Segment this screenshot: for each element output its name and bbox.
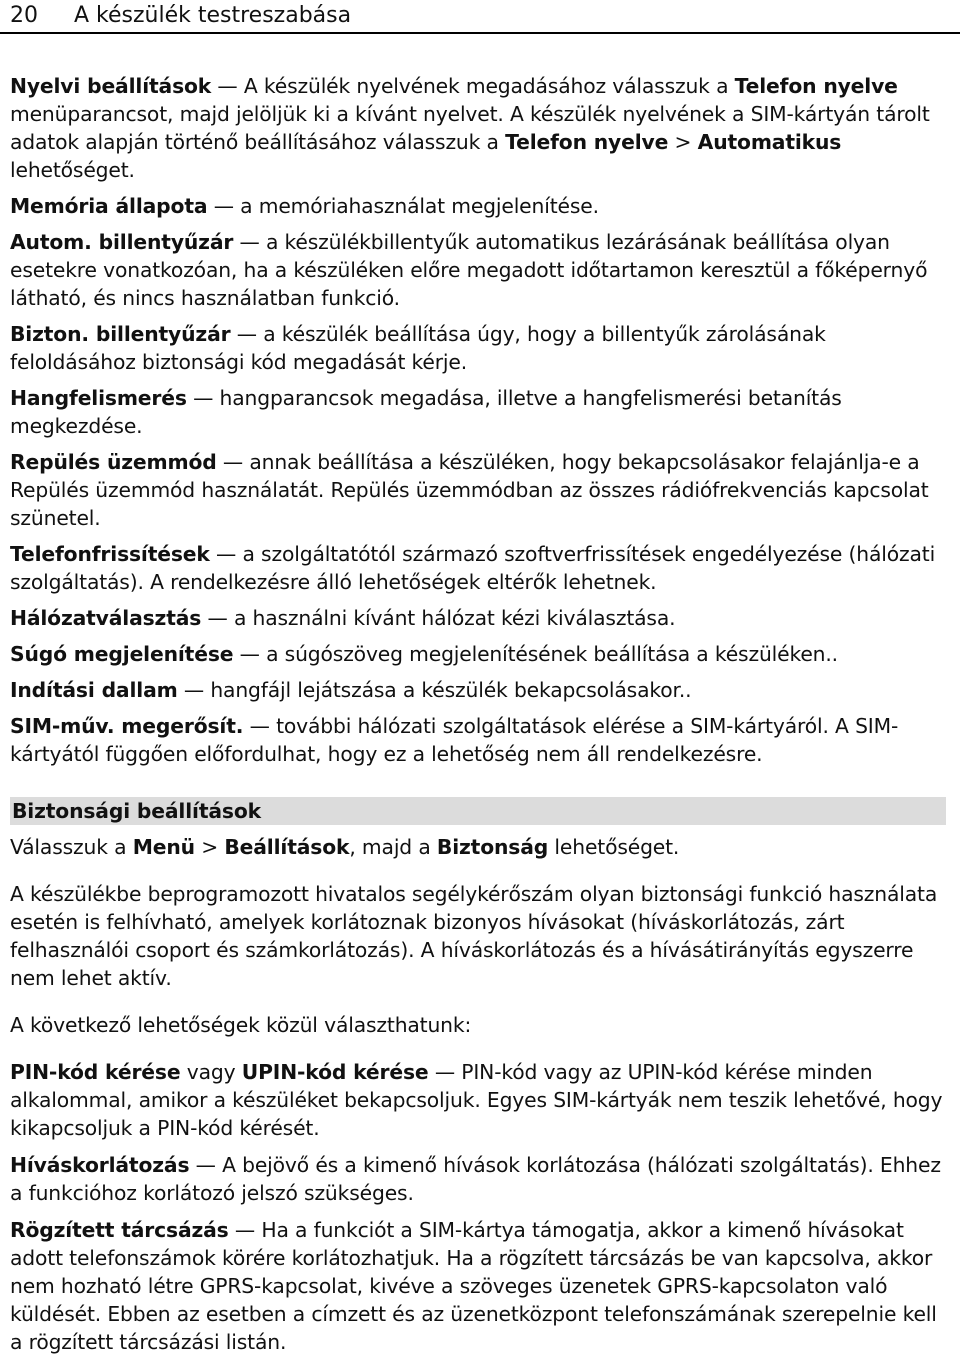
entry-term: Nyelvi beállítások: [10, 74, 212, 98]
security-paragraph: A készülékbe beprogramozott hivatalos segélykérőszám olyan biztonsági funkció használata esetén is felhívható, amelyek korlátoznak bizonyos hívásokat (híváskorlátozás, zárt felhasználói csoport és számkorlátozás). A híváskorlátozás és a hívásátirányítás egyszerre nem lehet aktív.: [10, 882, 938, 990]
option-pin-request: PIN-kód kérése vagy UPIN-kód kérése — PIN-kód vagy az UPIN-kód kérése minden alkalommal, amikor a készüléket bekapcsoljuk. Egyes SIM-kártyák nem teszik lehetővé, hogy kikapcsoljuk a PIN-kód kérését.: [10, 1060, 943, 1140]
option-call-barring: Híváskorlátozás — A bejövő és a kimenő hívások korlátozása (hálózati szolgáltatás). Ehhez a funkcióhoz korlátozó jelszó szükséges.: [10, 1153, 941, 1205]
entry-term: Telefonfrissítések: [10, 542, 210, 566]
menu-reference: Menü: [132, 835, 195, 859]
menu-reference: Telefon nyelve: [505, 130, 669, 154]
menu-reference: Beállítások: [224, 835, 350, 859]
entry-help-display: Súgó megjelenítése — a súgószöveg megjelenítésének beállítása a készüléken..: [10, 642, 838, 666]
menu-reference: Biztonság: [436, 835, 549, 859]
menu-reference: Automatikus: [697, 130, 842, 154]
page-number: 20: [10, 3, 38, 28]
option-term: PIN-kód kérése: [10, 1060, 181, 1084]
security-intro: Válasszuk a Menü > Beállítások, majd a Biztonság lehetőséget.: [10, 835, 680, 859]
entry-network-selection: Hálózatválasztás — a használni kívánt hálózat kézi kiválasztása.: [10, 606, 676, 630]
option-fixed-dialing: Rögzített tárcsázás — Ha a funkciót a SIM-kártya támogatja, akkor a kimenő hívásokat adott telefonszámok körére korlátozhatjuk. Ha a rögzített tárcsázás be van kapcsolva, akkor nem hozható létre GPRS-kapcsolat, kivéve a szöveges üzenetek GPRS-kapcsolaton való küldését. Ebben az esetben a címzett és az üzenetközpont telefonszámának szerepelnie kell a rögzített tárcsázási listán.: [10, 1218, 937, 1354]
entry-term: Autom. billentyűzár: [10, 230, 234, 254]
entry-term: Hálózatválasztás: [10, 606, 202, 630]
entry-term: Hangfelismerés: [10, 386, 187, 410]
entry-term: Bizton. billentyűzár: [10, 322, 231, 346]
entry-term: SIM-műv. megerősít.: [10, 714, 244, 738]
option-term: Híváskorlátozás: [10, 1153, 190, 1177]
page-content: [10, 72, 946, 1365]
entry-language-settings: Nyelvi beállítások — A készülék nyelvének megadásához válasszuk a Telefon nyelve menüparancsot, majd jelöljük ki a kívánt nyelvet. A készülék nyelvének a SIM-kártyán tárolt adatok alapján történő beállításához válasszuk a Telefon nyelve > Automatikus lehetőséget.: [10, 74, 930, 182]
entry-term: Repülés üzemmód: [10, 450, 217, 474]
menu-reference: Telefon nyelve: [734, 74, 898, 98]
entry-term: Indítási dallam: [10, 678, 178, 702]
entry-security-keylock: Bizton. billentyűzár — a készülék beállítása úgy, hogy a billentyűk zárolásának feloldásához biztonsági kód megadását kérje.: [10, 322, 826, 374]
entry-phone-updates: Telefonfrissítések — a szolgáltatótól származó szoftverfrissítések engedélyezése (hálózati szolgáltatás). A rendelkezésre álló lehetőségek eltérők lehetnek.: [10, 542, 936, 594]
option-term: Rögzített tárcsázás: [10, 1218, 229, 1242]
entry-auto-keylock: Autom. billentyűzár — a készülékbillentyűk automatikus lezárásának beállítása olyan esetekre vonatkozóan, ha a készüléken előre megadott időtartamon keresztül a főképernyő látható, és nincs használatban funkció.: [10, 230, 928, 310]
entry-term: Súgó megjelenítése: [10, 642, 234, 666]
entry-memory-status: Memória állapota — a memóriahasználat megjelenítése.: [10, 194, 599, 218]
page-header: [0, 0, 960, 34]
entry-startup-tone: Indítási dallam — hangfájl lejátszása a készülék bekapcsolásakor..: [10, 678, 692, 702]
chapter-title: A készülék testreszabása: [74, 3, 352, 28]
options-intro: A következő lehetőségek közül választhatunk:: [10, 1013, 472, 1037]
section-heading-security: Biztonsági beállítások: [10, 797, 946, 825]
entry-voice-recognition: Hangfelismerés — hangparancsok megadása, illetve a hangfelismerési betanítás megkezdése.: [10, 386, 842, 438]
entry-sim-confirm: SIM-műv. megerősít. — további hálózati szolgáltatások elérése a SIM-kártyáról. A SIM-kártyától függően előfordulhat, hogy ez a lehetőség nem áll rendelkezésre.: [10, 714, 899, 766]
entry-term: Memória állapota: [10, 194, 208, 218]
option-term: UPIN-kód kérése: [241, 1060, 429, 1084]
entry-flight-mode: Repülés üzemmód — annak beállítása a készüléken, hogy bekapcsolásakor felajánlja-e a Repülés üzemmód használatát. Repülés üzemmódban az összes rádiófrekvenciás kapcsolat szünetel.: [10, 450, 929, 530]
